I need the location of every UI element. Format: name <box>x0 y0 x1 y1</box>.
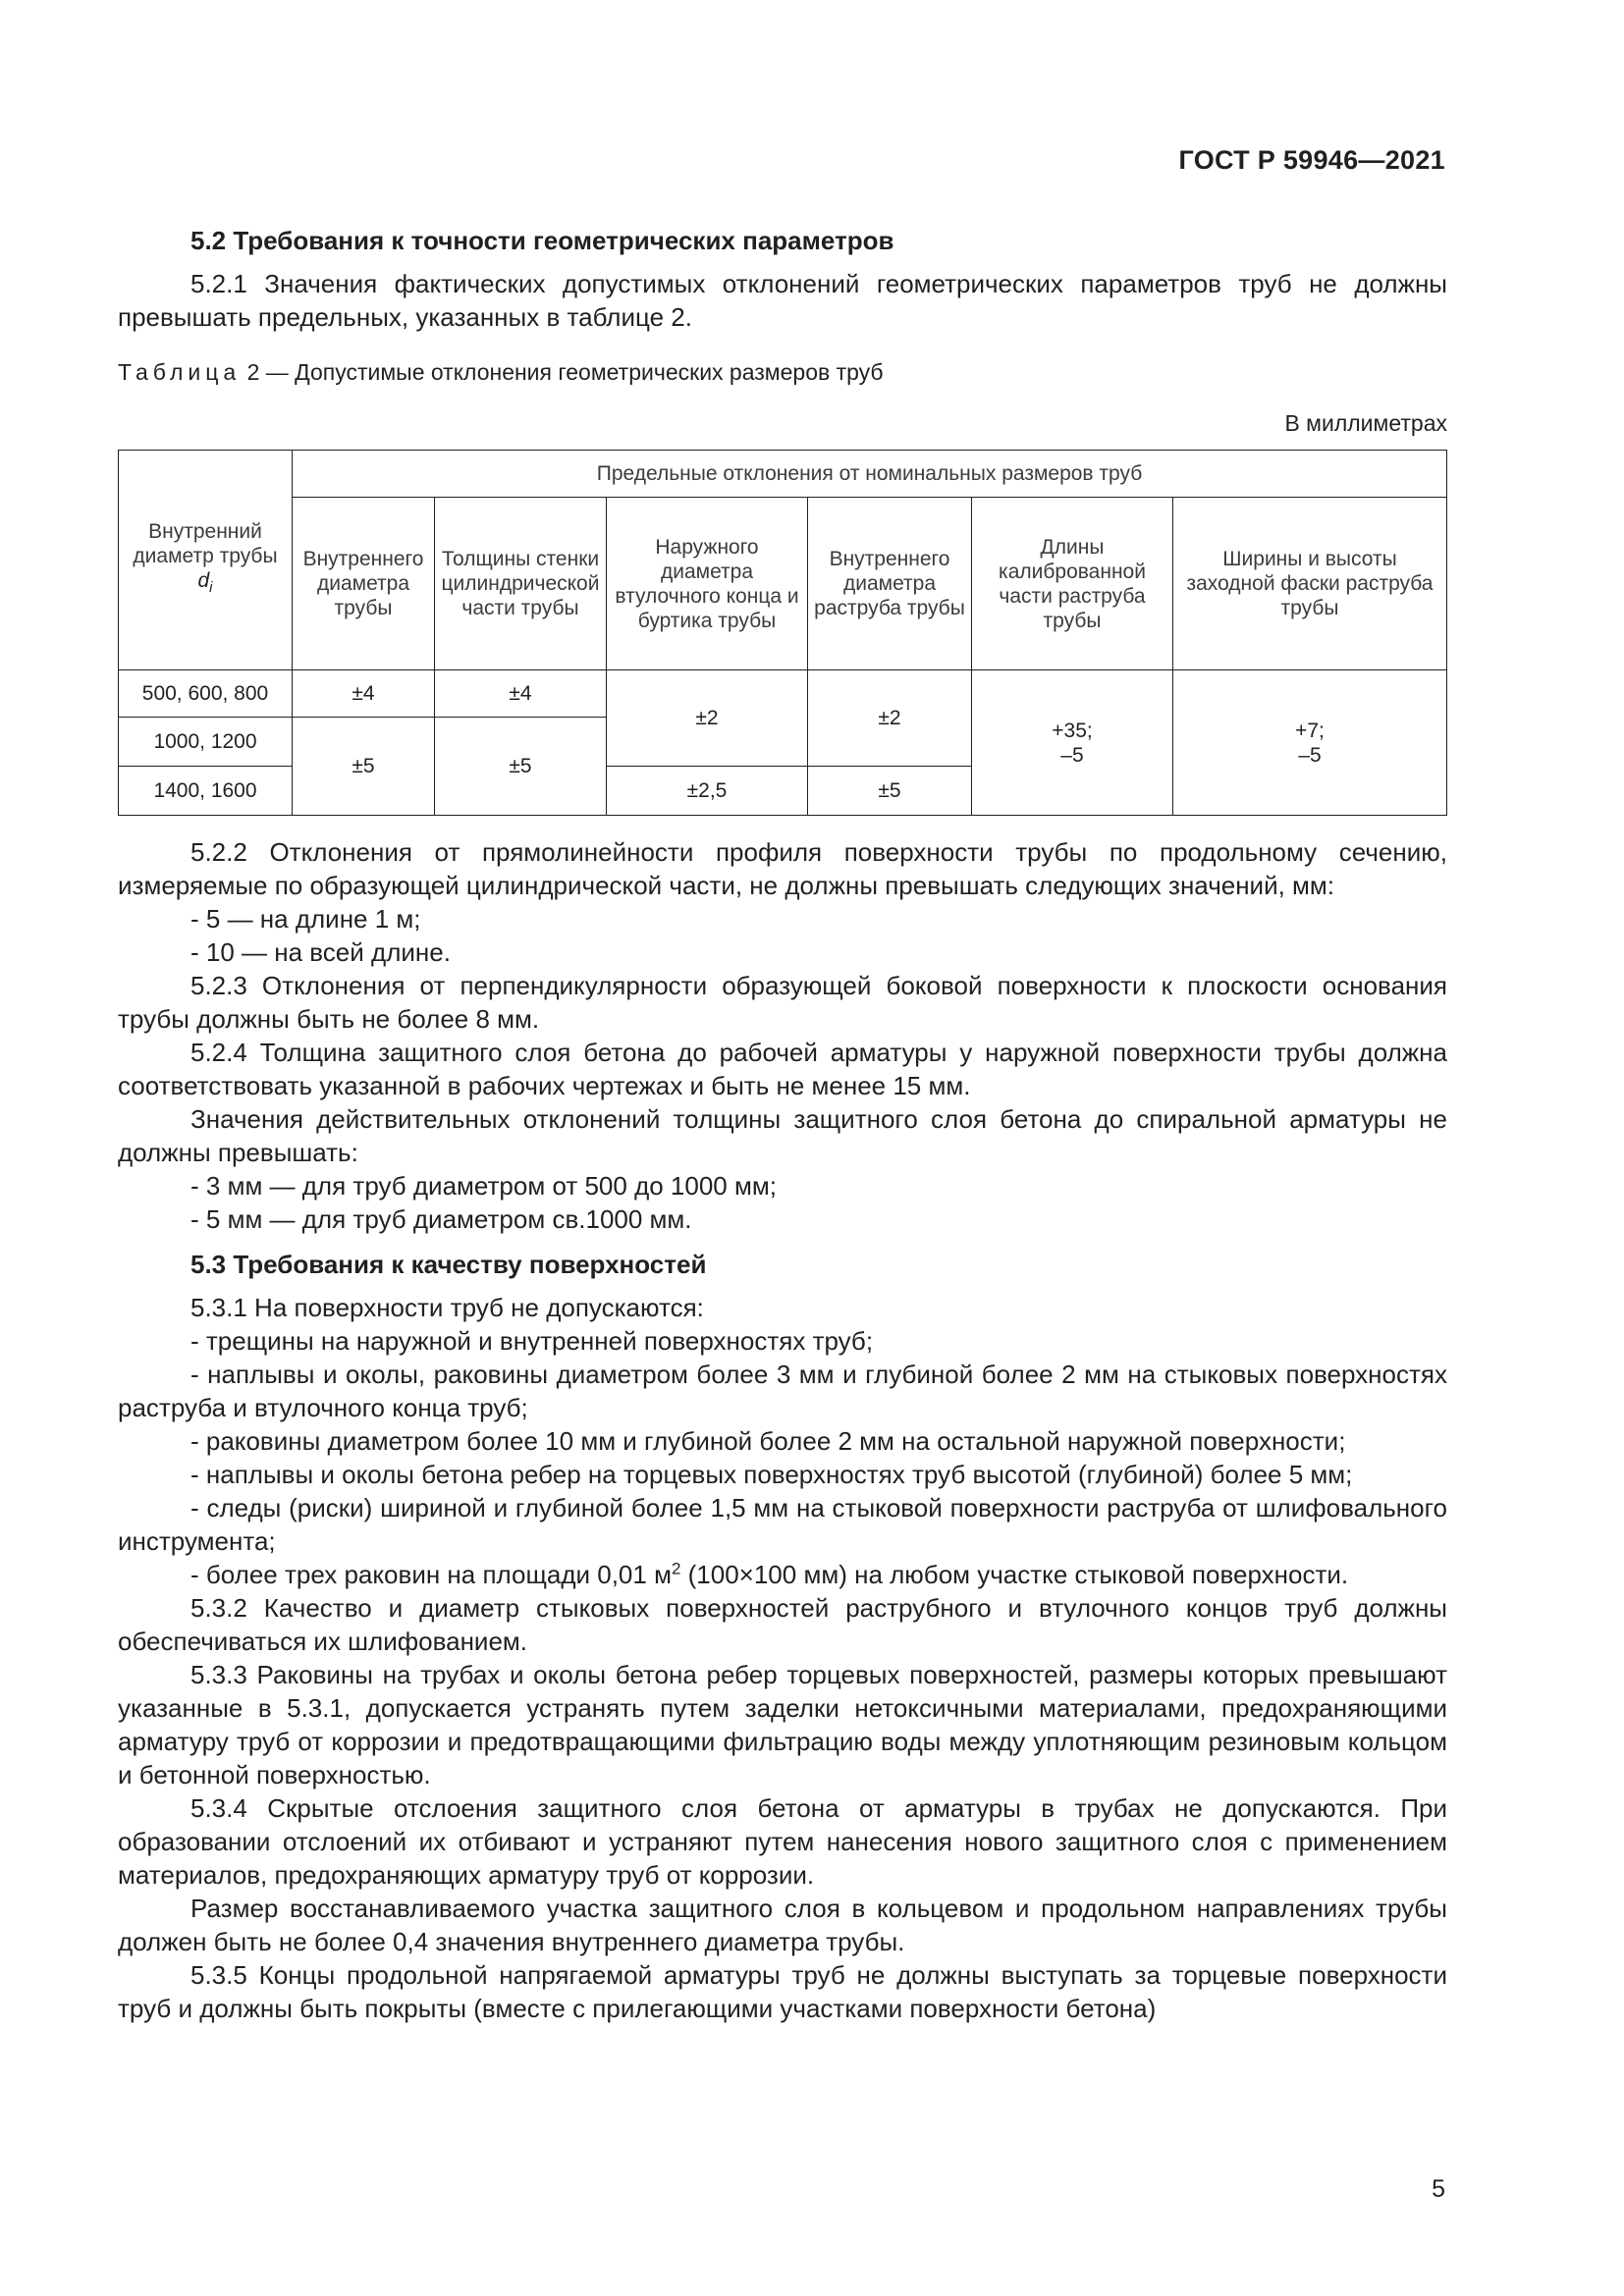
table-unit-note: В миллиметрах <box>1284 410 1447 436</box>
header-diameter-line2: диаметр трубы <box>133 545 278 568</box>
paragraph-5-2-3: 5.2.3 Отклонения от перпендикулярности образующей боковой поверхности к плоскости основания трубы должны быть не более 8 мм. <box>118 971 1447 1034</box>
list-item-5-3-1-b: - наплывы и околы, раковины диаметром более 3 мм и глубиной более 2 мм на стыковых поверхностях раструба и втулочного конца труб; <box>118 1360 1447 1422</box>
header-inner-diameter: Внутреннего диаметра трубы <box>293 498 435 670</box>
section-5-3-heading: 5.3 Требования к качеству поверхностей <box>190 1250 707 1279</box>
header-diameter-subscript: i <box>209 579 213 597</box>
table-cell-c6 <box>1173 670 1447 816</box>
list-item-5-3-1-c: - раковины диаметром более 10 мм и глубиной более 2 мм на остальной наружной поверхности; <box>190 1426 1346 1456</box>
list-item-5-3-1-e: - следы (риски) шириной и глубиной более 1,5 мм на стыковой поверхности раструба от шлифовального инструмента; <box>118 1493 1447 1556</box>
list-item-5-2-4-b: - 5 мм — для труб диаметром св.1000 мм. <box>190 1204 692 1234</box>
header-wall-thickness: Толщины стенки цилиндрической части трубы <box>435 498 607 670</box>
page-body <box>118 224 1447 2025</box>
paragraph-5-3-4: 5.3.4 Скрытые отслоения защитного слоя бетона от арматуры в трубах не допускаются. При образовании отслоений их отбивают и устраняют путем нанесения нового защитного слоя с применением материалов, предохраняющих арматуру труб от коррозии. <box>118 1793 1447 1890</box>
table-cell-c5-line1: +35; <box>1052 719 1093 742</box>
paragraph-5-3-3: 5.3.3 Раковины на трубах и околы бетона ребер торцевых поверхностей, размеры которых превышают указанные в 5.3.1, допускается устранять путем заделки нетоксичными материалами, предохраняющими арматуру труб от коррозии и предотвращающими фильтрацию воды между уплотняющим резиновым кольцом и бетонной поверхностью. <box>118 1660 1447 1789</box>
paragraph-5-2-1: 5.2.1 Значения фактических допустимых отклонений геометрических параметров труб не должны превышать предельных, указанных в таблице 2. <box>118 269 1447 332</box>
table-cell-r23-c2: ±5 <box>435 718 607 816</box>
table-cell-c6-line2: –5 <box>1298 743 1322 767</box>
list-item-5-3-1-f-post: (100×100 мм) на любом участке стыковой поверхности. <box>680 1560 1349 1589</box>
paragraph-5-3-1: 5.3.1 На поверхности труб не допускаются: <box>190 1293 704 1322</box>
paragraph-5-2-2: 5.2.2 Отклонения от прямолинейности профиля поверхности трубы по продольному сечению, измеряемые по образующей цилиндрической части, не должны превышать следующих значений, мм: <box>118 837 1447 900</box>
table-group-header: Предельные отклонения от номинальных размеров труб <box>293 451 1447 498</box>
list-item-5-3-1-f-sup: 2 <box>671 1559 681 1578</box>
table-caption-text: 2 — Допустимые отклонения геометрических размеров труб <box>241 359 884 385</box>
table-cell-r3-c3: ±2,5 <box>607 767 808 816</box>
table-cell-diameter-row2: 1000, 1200 <box>119 718 293 767</box>
table-cell-c5-line2: –5 <box>1060 743 1084 767</box>
paragraph-5-3-4b: Размер восстанавливаемого участка защитного слоя в кольцевом и продольном направлениях трубы должен быть не более 0,4 значения внутреннего диаметра трубы. <box>118 1894 1447 1956</box>
paragraph-5-3-5: 5.3.5 Концы продольной напрягаемой арматуры труб не должны выступать за торцевые поверхности труб и должны быть покрыты (вместе с прилегающими участками поверхности бетона) <box>118 1960 1447 2023</box>
table-cell-r12-c4: ±2 <box>808 670 972 767</box>
list-item-5-2-2-b: - 10 — на всей длине. <box>190 937 451 967</box>
list-item-5-3-1-f <box>118 1558 1447 1591</box>
header-chamfer-size: Ширины и высоты заходной фаски раструба трубы <box>1173 498 1447 670</box>
table-cell-r12-c3: ±2 <box>607 670 808 767</box>
table-caption-label: Таблица <box>118 359 242 385</box>
table-cell-c5 <box>972 670 1173 816</box>
paragraph-5-2-4b: Значения действительных отклонений толщины защитного слоя бетона до спиральной арматуры не должны превышать: <box>118 1104 1447 1167</box>
header-diameter-line1: Внутренний <box>148 520 262 544</box>
header-outer-diameter-spigot: Наружного диаметра втулочного конца и буртика трубы <box>607 498 808 670</box>
table-cell-r1-c2: ±4 <box>435 670 607 718</box>
header-calibrated-length: Длины калиброванной части раструба трубы <box>972 498 1173 670</box>
section-5-2-heading: 5.2 Требования к точности геометрических параметров <box>190 226 894 255</box>
header-diameter-symbol: d <box>197 569 210 593</box>
header-socket-inner-diameter: Внутреннего диаметра раструба трубы <box>808 498 972 670</box>
table-cell-r1-c1: ±4 <box>293 670 435 718</box>
list-item-5-3-1-f-pre: - более трех раковин на площади 0,01 м <box>190 1560 672 1589</box>
table-cell-r3-c4: ±5 <box>808 767 972 816</box>
page-number: 5 <box>1432 2175 1445 2203</box>
list-item-5-2-2-a: - 5 — на длине 1 м; <box>190 904 421 934</box>
list-item-5-2-4-a: - 3 мм — для труб диаметром от 500 до 1000 мм; <box>190 1171 777 1201</box>
table-cell-r23-c1: ±5 <box>293 718 435 816</box>
table-cell-diameter-row3: 1400, 1600 <box>119 767 293 816</box>
table-cell-c6-line1: +7; <box>1295 719 1325 742</box>
paragraph-5-2-4: 5.2.4 Толщина защитного слоя бетона до рабочей арматуры у наружной поверхности трубы должна соответствовать указанной в рабочих чертежах и быть не менее 15 мм. <box>118 1038 1447 1100</box>
table-cell-diameter-row1: 500, 600, 800 <box>119 670 293 718</box>
deviation-table <box>118 450 1447 816</box>
list-item-5-3-1-d: - наплывы и околы бетона ребер на торцевых поверхностях труб высотой (глубиной) более 5 мм; <box>190 1460 1353 1489</box>
table-header-diameter <box>119 451 293 670</box>
paragraph-5-3-2: 5.3.2 Качество и диаметр стыковых поверхностей раструбного и втулочного концов труб должны обеспечиваться их шлифованием. <box>118 1593 1447 1656</box>
table-caption <box>118 355 1447 389</box>
document-id-header: ГОСТ Р 59946—2021 <box>1178 145 1445 175</box>
list-item-5-3-1-a: - трещины на наружной и внутренней поверхностях труб; <box>190 1326 874 1356</box>
